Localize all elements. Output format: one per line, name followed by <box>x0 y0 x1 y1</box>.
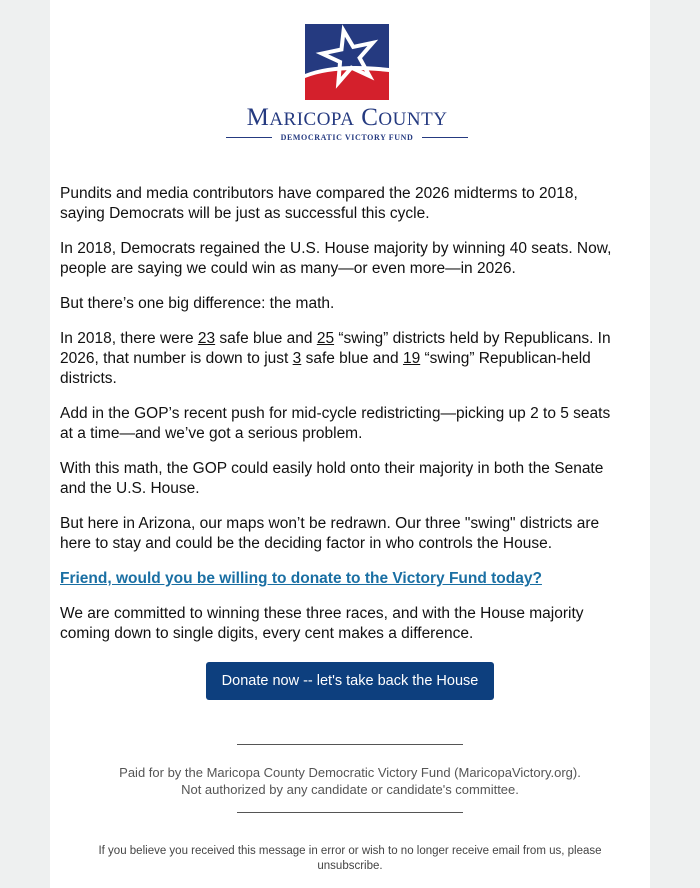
paragraph-7: But here in Arizona, our maps won’t be redrawn. Our three "swing" districts are here to stay and could be the deciding factor in who controls the House. <box>60 515 600 552</box>
paragraph-4: In 2018, there were 23 safe blue and 25 “swing” districts held by Republicans. In 2026, that number is down to just 3 safe blue and 19 “swing” Republican-held districts. <box>60 330 611 387</box>
paragraph-5: Add in the GOP’s recent push for mid-cycle redistricting—picking up 2 to 5 seats at a time—and we’ve got a serious problem. <box>60 405 611 442</box>
number-3: 3 <box>292 350 302 367</box>
number-23: 23 <box>197 330 216 347</box>
star-flag-logo <box>305 24 389 100</box>
paragraph-1: Pundits and media contributors have compared the 2026 midterms to 2018, saying Democrats will be just as successful this cycle. <box>60 185 578 222</box>
divider-top <box>237 744 463 745</box>
number-25: 25 <box>316 330 335 347</box>
fund-name: DEMOCRATIC VICTORY FUND <box>280 133 414 142</box>
not-authorized-text: Not authorized by any candidate or candidate's committee. <box>181 782 519 797</box>
divider-bottom <box>237 812 463 813</box>
number-19: 19 <box>402 350 421 367</box>
logo <box>226 24 468 140</box>
donate-cta-link[interactable]: Friend, would you be willing to donate to the Victory Fund today? <box>60 570 542 587</box>
email-body <box>60 184 620 659</box>
email-card <box>50 0 650 888</box>
county-name: MARICOPA COUNTY <box>246 104 448 131</box>
paragraph-8: We are committed to winning these three races, and with the House majority coming down to single digits, every cent makes a difference. <box>60 605 584 642</box>
paragraph-3: But there’s one big difference: the math. <box>60 295 335 312</box>
paragraph-6: With this math, the GOP could easily hold onto their majority in both the Senate and the U.S. House. <box>60 460 604 497</box>
unsubscribe-text[interactable]: If you believe you received this message in error or wish to no longer receive email from us, please unsubscribe. <box>98 845 602 872</box>
paragraph-2: In 2018, Democrats regained the U.S. House majority by winning 40 seats. Now, people are saying we could win as many—or even more—in 2026. <box>60 240 612 277</box>
fund-name-line <box>226 132 468 144</box>
paid-for-text: Paid for by the Maricopa County Democratic Victory Fund (MaricopaVictory.org). <box>119 765 581 780</box>
donate-button[interactable]: Donate now -- let's take back the House <box>206 662 494 700</box>
